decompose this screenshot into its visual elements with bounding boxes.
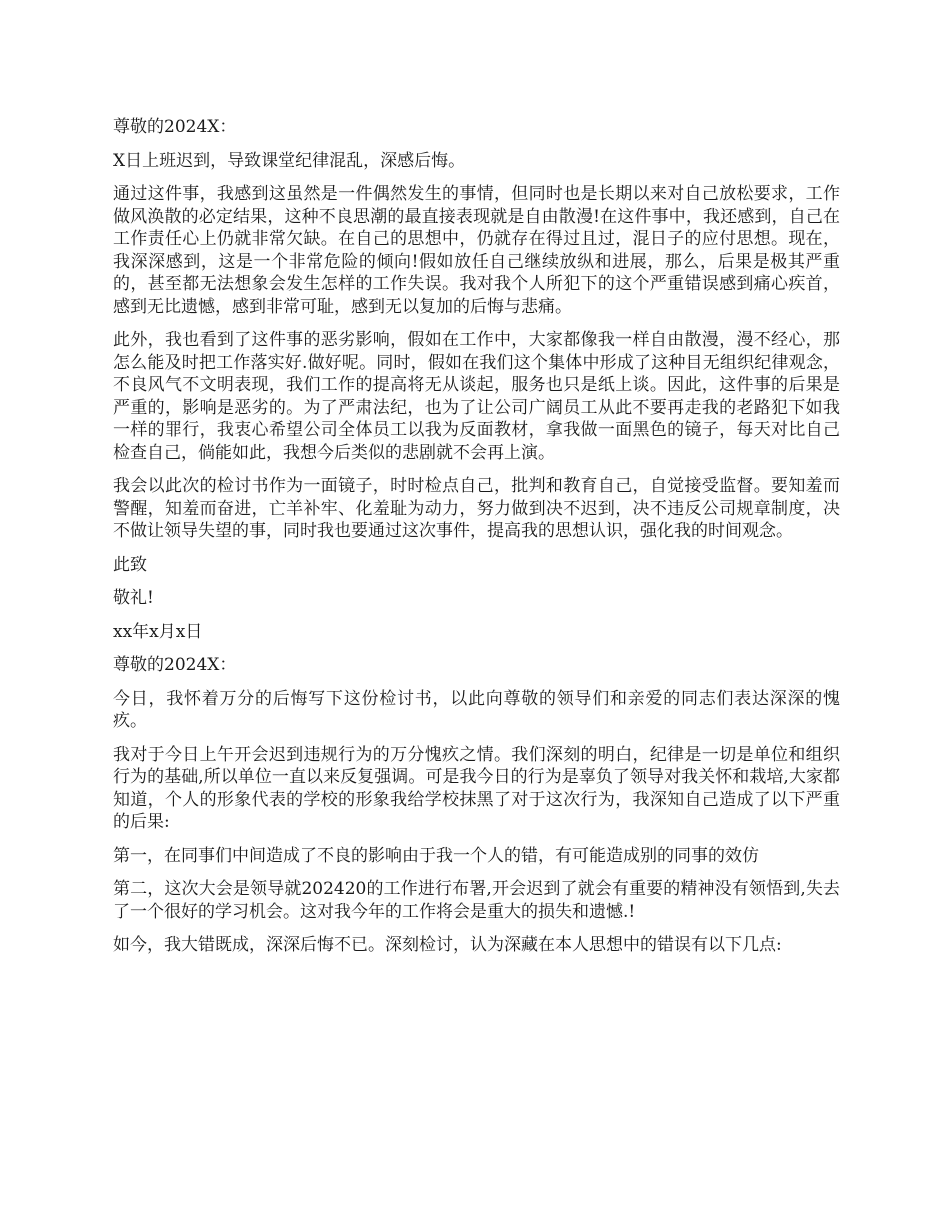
date-line: xx年x月x日 — [113, 621, 203, 642]
body-paragraph: 第一，在同事们中间造成了不良的影响由于我一个人的错，有可能造成别的同事的效仿 — [113, 845, 759, 866]
body-paragraph: 第二，这次大会是领导就202420的工作进行布署,开会迟到了就会有重要的精神没有领悟到,失去了一个很好的学习机会。这对我今年的工作将会是重大的损失和遗憾.! — [113, 879, 840, 922]
salutation: 尊敬的2024X： — [113, 117, 237, 137]
body-paragraph: 此外，我也看到了这件事的恶劣影响，假如在工作中，大家都像我一样自由散漫，漫不经心，那怎么能及时把工作落实好.做好呢。同时，假如在我们这个集体中形成了这种目无组织纪律观念，不良风气不文明表现，我们工作的提高将无从谈起，服务也只是纸上谈。因此，这件事的后果是严重的，影响是恶劣的。为了严肃法纪，也为了让公司广阔员工从此不要再走我的老路犯下如我一样的罪行，我衷心希望公司全体员工以我为反面教材，拿我做一面黑色的镜子，每天对比自己检查自己，倘能如此，我想今后类似的悲剧就不会再上演。 — [113, 330, 840, 463]
document-body — [113, 116, 840, 968]
body-paragraph: 我会以此次的检讨书作为一面镜子，时时检点自己，批判和教育自己，自觉接受监督。要知羞而警醒，知羞而奋进，亡羊补牢、化羞耻为动力，努力做到决不迟到，决不违反公司规章制度，决不做让领导失望的事，同时我也要通过这次事件，提高我的思想认识，强化我的时间观念。 — [113, 476, 840, 541]
body-paragraph: 我对于今日上午开会迟到违规行为的万分愧疚之情。我们深刻的明白，纪律是一切是单位和组织行为的基础,所以单位一直以来反复强调。可是我今日的行为是辜负了领导对我关怀和栽培,大家都知道，个人的形象代表的学校的形象我给学校抹黑了对于这次行为，我深知自己造成了以下严重的后果: — [113, 744, 840, 832]
closing-salute: 敬礼! — [113, 588, 154, 608]
closing-line: 此致 — [113, 554, 147, 575]
body-paragraph: 今日，我怀着万分的后悔写下这份检讨书，以此向尊敬的领导们和亲爱的同志们表达深深的愧疚。 — [113, 688, 840, 731]
salutation: 尊敬的2024X： — [113, 655, 237, 675]
body-paragraph: X日上班迟到，导致课堂纪律混乱，深感后悔。 — [113, 150, 466, 171]
body-paragraph: 通过这件事，我感到这虽然是一件偶然发生的事情，但同时也是长期以来对自己放松要求，工作做风涣散的必定结果，这种不良思潮的最直接表现就是自由散漫!在这件事中，我还感到，自己在工作责任心上仍就非常欠缺。在自己的思想中，仍就存在得过且过，混日子的应付思想。现在，我深深感到，这是一个非常危险的倾向!假如放任自己继续放纵和进展，那么，后果是极其严重的，甚至都无法想象会发生怎样的工作失误。我对我个人所犯下的这个严重错误感到痛心疾首，感到无比遗憾，感到非常可耻，感到无以复加的后悔与悲痛。 — [113, 184, 840, 317]
body-paragraph: 如今，我大错既成，深深后悔不已。深刻检讨，认为深藏在本人思想中的错误有以下几点: — [113, 935, 782, 955]
